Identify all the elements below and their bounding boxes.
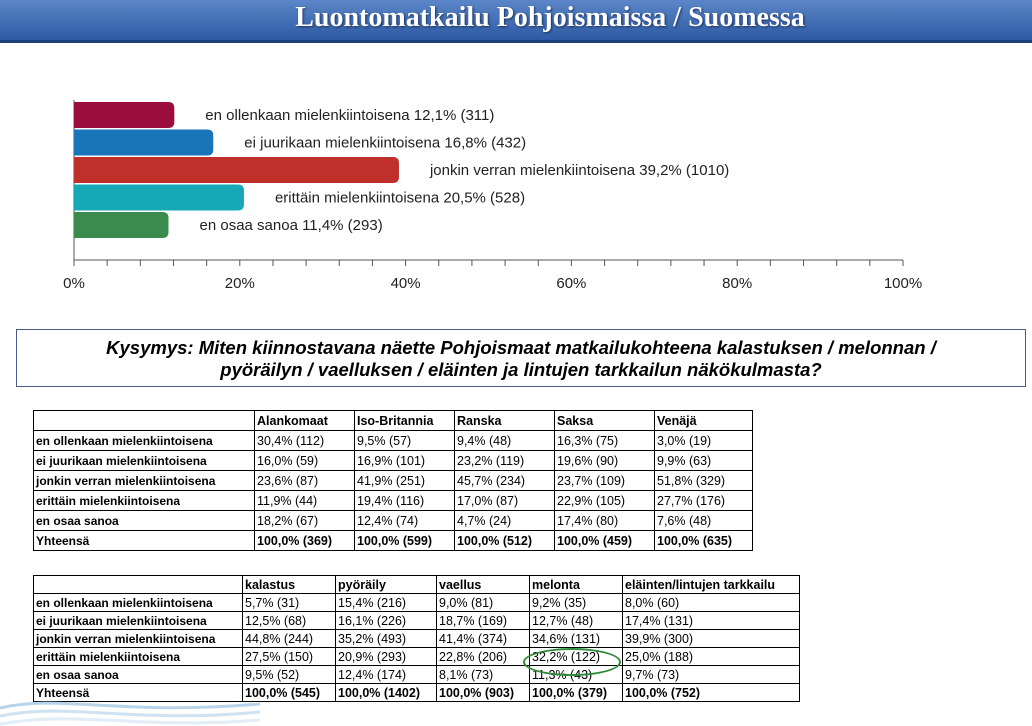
country-table-cell: 3,0% (19)	[655, 431, 753, 451]
activity-table-cell: 100,0% (903)	[437, 684, 530, 702]
activity-table-cell: 100,0% (545)	[243, 684, 336, 702]
activity-table-cell: 5,7% (31)	[243, 594, 336, 612]
activity-table-cell: 12,4% (174)	[336, 666, 437, 684]
activity-table-cell: 39,9% (300)	[623, 630, 800, 648]
bar-chart	[0, 0, 1032, 300]
x-tick-label: 40%	[390, 275, 421, 292]
activity-table-cell: 17,4% (131)	[623, 612, 800, 630]
activity-table-cell: 9,2% (35)	[530, 594, 623, 612]
country-table-row-label: en osaa sanoa	[34, 511, 255, 531]
bar-label-4: en osaa sanoa 11,4% (293)	[199, 217, 383, 234]
activity-table-header-row	[34, 576, 800, 594]
bar-label-3: erittäin mielenkiintoisena 20,5% (528)	[274, 189, 526, 207]
activity-table-cell: 100,0% (379)	[530, 684, 623, 702]
question-line-1: Kysymys: Miten kiinnostavana näette Pohjoismaat matkailukohteena kalastuksen / melonnan /	[106, 337, 936, 358]
activity-table-header-cell: melonta	[530, 576, 623, 594]
x-tick-label: 60%	[556, 275, 587, 292]
country-table-cell: 45,7% (234)	[455, 471, 555, 491]
activity-table-cell: 8,0% (60)	[623, 594, 800, 612]
country-table-row	[34, 491, 753, 511]
activity-table-header-cell: eläinten/lintujen tarkkailu	[623, 576, 800, 594]
bar-label-2: jonkin verran mielenkiintoisena 39,2% (1010)	[429, 162, 730, 179]
country-table-cell: 27,7% (176)	[655, 491, 753, 511]
bar-0	[74, 102, 174, 128]
activity-table-cell: 9,5% (52)	[243, 666, 336, 684]
question-line-2: pyöräilyn / vaelluksen / eläinten ja lintujen tarkkailun näkökulmasta?	[220, 359, 822, 380]
activity-table-cell: 32,2% (122)	[530, 648, 623, 666]
activity-table-cell: 34,6% (131)	[530, 630, 623, 648]
activity-table-cell: 41,4% (374)	[437, 630, 530, 648]
activity-table-cell: 35,2% (493)	[336, 630, 437, 648]
activity-table-cell: 9,7% (73)	[623, 666, 800, 684]
x-tick-label: 20%	[224, 275, 255, 292]
country-table-row	[34, 471, 753, 491]
country-table-header-cell	[34, 411, 255, 431]
country-table-cell: 7,6% (48)	[655, 511, 753, 531]
country-table-cell: 100,0% (512)	[455, 531, 555, 551]
x-tick-label: 0%	[63, 275, 85, 292]
country-table-row-label: erittäin mielenkiintoisena	[34, 491, 255, 511]
country-table-cell: 4,7% (24)	[455, 511, 555, 531]
activity-table-cell: 16,1% (226)	[336, 612, 437, 630]
activity-table-row-label: jonkin verran mielenkiintoisena	[34, 630, 243, 648]
activity-table-cell: 20,9% (293)	[336, 648, 437, 666]
activity-table-cell: 12,5% (68)	[243, 612, 336, 630]
activity-table-cell: 100,0% (1402)	[336, 684, 437, 702]
bar-1	[74, 130, 213, 156]
activity-table-cell: 18,7% (169)	[437, 612, 530, 630]
country-table-cell: 30,4% (112)	[255, 431, 355, 451]
bar-2	[74, 157, 399, 183]
activity-table-row-label: Yhteensä	[34, 684, 243, 702]
activity-table-row	[34, 612, 800, 630]
activity-table-cell: 12,7% (48)	[530, 612, 623, 630]
bar-label-0: en ollenkaan mielenkiintoisena 12,1% (311)	[205, 107, 495, 124]
country-table-row-label: ei juurikaan mielenkiintoisena	[34, 451, 255, 471]
country-table-cell: 100,0% (635)	[655, 531, 753, 551]
country-table-cell: 23,2% (119)	[455, 451, 555, 471]
activity-table-cell: 15,4% (216)	[336, 594, 437, 612]
activity-table-row-label: en ollenkaan mielenkiintoisena	[34, 594, 243, 612]
country-table-cell: 51,8% (329)	[655, 471, 753, 491]
activity-table	[33, 575, 800, 702]
country-table-cell: 100,0% (459)	[555, 531, 655, 551]
activity-table-header-cell: kalastus	[243, 576, 336, 594]
bar-label-1: ei juurikaan mielenkiintoisena 16,8% (432)	[244, 134, 527, 152]
country-table-header-cell: Ranska	[455, 411, 555, 431]
country-table-cell: 9,5% (57)	[355, 431, 455, 451]
country-table-cell: 19,4% (116)	[355, 491, 455, 511]
country-table	[33, 410, 753, 551]
activity-table-cell: 44,8% (244)	[243, 630, 336, 648]
country-table-row-label: jonkin verran mielenkiintoisena	[34, 471, 255, 491]
country-table-header-cell: Iso-Britannia	[355, 411, 455, 431]
country-table-row	[34, 451, 753, 471]
activity-table-header-cell: pyöräily	[336, 576, 437, 594]
country-table-row	[34, 431, 753, 451]
country-table-header-row	[34, 411, 753, 431]
country-table-header-cell: Venäjä	[655, 411, 753, 431]
activity-table-header-cell: vaellus	[437, 576, 530, 594]
country-table-header-cell: Saksa	[555, 411, 655, 431]
country-table-cell: 22,9% (105)	[555, 491, 655, 511]
activity-table-cell: 9,0% (81)	[437, 594, 530, 612]
bar-3	[74, 185, 244, 211]
activity-table-header-cell	[34, 576, 243, 594]
country-table-cell: 100,0% (369)	[255, 531, 355, 551]
decorative-wave	[0, 686, 260, 726]
country-table-cell: 12,4% (74)	[355, 511, 455, 531]
country-table-row	[34, 531, 753, 551]
x-tick-label: 100%	[883, 275, 923, 292]
activity-table-row-label: ei juurikaan mielenkiintoisena	[34, 612, 243, 630]
country-table-cell: 17,0% (87)	[455, 491, 555, 511]
x-tick-label: 80%	[722, 275, 753, 292]
highlight-ellipse	[523, 648, 621, 676]
activity-table-cell: 11,3% (43)	[530, 666, 623, 684]
country-table-cell: 100,0% (599)	[355, 531, 455, 551]
country-table-cell: 9,4% (48)	[455, 431, 555, 451]
page-title: Luontomatkailu Pohjoismaissa / Suomessa	[295, 2, 805, 33]
activity-table-cell: 8,1% (73)	[437, 666, 530, 684]
country-table-cell: 16,0% (59)	[255, 451, 355, 471]
country-table-header-cell: Alankomaat	[255, 411, 355, 431]
question-text	[17, 337, 1025, 381]
country-table-row-label: Yhteensä	[34, 531, 255, 551]
activity-table-row-label: erittäin mielenkiintoisena	[34, 648, 243, 666]
activity-table-row	[34, 594, 800, 612]
country-table-cell: 16,9% (101)	[355, 451, 455, 471]
country-table-cell: 23,6% (87)	[255, 471, 355, 491]
bar-4	[74, 212, 169, 238]
activity-table-row	[34, 648, 800, 666]
activity-table-cell: 25,0% (188)	[623, 648, 800, 666]
country-table-cell: 19,6% (90)	[555, 451, 655, 471]
country-table-row-label: en ollenkaan mielenkiintoisena	[34, 431, 255, 451]
country-table-cell: 16,3% (75)	[555, 431, 655, 451]
country-table-cell: 17,4% (80)	[555, 511, 655, 531]
country-table-cell: 11,9% (44)	[255, 491, 355, 511]
activity-table-cell: 27,5% (150)	[243, 648, 336, 666]
country-table-cell: 41,9% (251)	[355, 471, 455, 491]
country-table-cell: 9,9% (63)	[655, 451, 753, 471]
activity-table-cell: 100,0% (752)	[623, 684, 800, 702]
activity-table-row	[34, 666, 800, 684]
question-box	[16, 329, 1026, 387]
activity-table-row-label: en osaa sanoa	[34, 666, 243, 684]
country-table-row	[34, 511, 753, 531]
activity-table-cell: 22,8% (206)	[437, 648, 530, 666]
activity-table-row	[34, 630, 800, 648]
country-table-cell: 23,7% (109)	[555, 471, 655, 491]
country-table-cell: 18,2% (67)	[255, 511, 355, 531]
